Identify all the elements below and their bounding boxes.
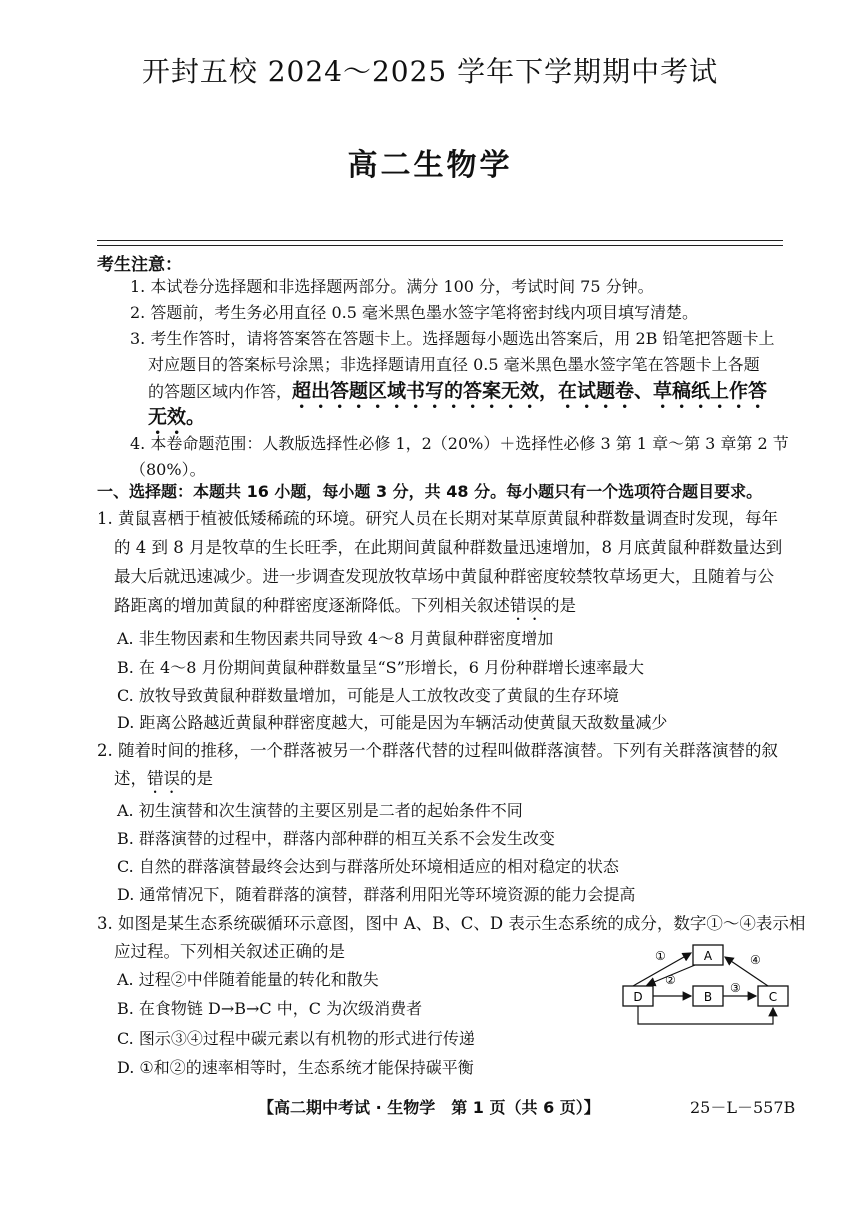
notice-item-3-line2: 对应题目的答案标号涂黑；非选择题请用直径 0.5 毫米黑色墨水签字笔在答题卡上各题 xyxy=(148,355,760,374)
exam-title: 开封五校 2024～2025 学年下学期期中考试 xyxy=(141,55,719,88)
q1-stem-end: 路距离的增加黄鼠的种群密度逐渐降低。下列相关叙述 xyxy=(114,596,510,615)
q2-option-a: A. 初生演替和次生演替的主要区别是二者的起始条件不同 xyxy=(117,801,523,820)
notice-item-3-line3 xyxy=(148,378,767,413)
q2-option-d: D. 通常情况下，随着群落的演替，群落利用阳光等环境资源的能力会提高 xyxy=(117,885,636,904)
notice-item-2: 2. 答题前，考生务必用直径 0.5 毫米黑色墨水签字笔将密封线内项目填写清楚。 xyxy=(130,303,698,322)
q1-option-d: D. 距离公路越近黄鼠种群密度越大，可能是因为车辆活动使黄鼠天敌数量减少 xyxy=(117,713,668,732)
q2-stem-suffix: 的是 xyxy=(180,769,213,788)
header-divider-thin xyxy=(97,245,783,246)
process-label-3: ③ xyxy=(730,981,741,995)
q2-option-c: C. 自然的群落演替最终会达到与群落所处环境相适应的相对稳定的状态 xyxy=(117,857,619,876)
q2-stem-start: 述， xyxy=(114,769,147,788)
node-b: B xyxy=(703,990,713,1004)
notice-heading: 考生注意： xyxy=(97,255,182,275)
notice-item-1: 1. 本试卷分选择题和非选择题两部分。满分 100 分，考试时间 75 分钟。 xyxy=(130,277,654,296)
section-heading: 一、选择题：本题共 16 小题，每小题 3 分，共 48 分。每小题只有一个选项符合题目要求。 xyxy=(97,482,763,501)
q3-option-d: D. ①和②的速率相等时，生态系统才能保持碳平衡 xyxy=(117,1058,474,1077)
carbon-cycle-diagram xyxy=(615,938,795,1033)
notice-emphasis: 超出答题区域书写的答案无效，在试题卷、草稿纸上作答 xyxy=(292,380,768,402)
node-d: D xyxy=(633,990,643,1004)
q2-option-b: B. 群落演替的过程中，群落内部种群的相互关系不会发生改变 xyxy=(117,829,555,848)
q3-option-b: B. 在食物链 D→B→C 中，C 为次级消费者 xyxy=(117,999,423,1018)
subject-title: 高二生物学 xyxy=(347,148,513,183)
q3-line-1: 3. 如图是某生态系统碳循环示意图，图中 A、B、C、D 表示生态系统的成分，数字①～④表示相 xyxy=(97,914,806,933)
q1-line-2: 的 4 到 8 月是牧草的生长旺季，在此期间黄鼠种群数量迅速增加，8 月底黄鼠种群数量达到 xyxy=(114,538,783,557)
footer-code: 25－L－557B xyxy=(690,1098,796,1117)
q1-option-b: B. 在 4～8 月份期间黄鼠种群数量呈“S”形增长，6 月份种群增长速率最大 xyxy=(117,658,645,677)
notice-item-3: 3. 考生作答时，请将答案答在答题卡上。选择题每小题选出答案后，用 2B 铅笔把答题卡上 xyxy=(130,329,775,348)
q2-line-1: 2. 随着时间的推移，一个群落被另一个群落代替的过程叫做群落演替。下列有关群落演替的叙 xyxy=(97,741,778,760)
q3-option-c: C. 图示③④过程中碳元素以有机物的形式进行传递 xyxy=(117,1029,475,1048)
header-divider xyxy=(97,240,783,241)
process-label-2: ② xyxy=(665,973,676,987)
process-label-4: ④ xyxy=(750,953,761,967)
node-c: C xyxy=(768,990,778,1004)
q1-line-3: 最大后就迅速减少。进一步调查发现放牧草场中黄鼠种群密度较禁牧草场更大，且随着与公 xyxy=(114,567,774,586)
q1-emphasis: 错误 xyxy=(510,596,543,615)
q2-line-2 xyxy=(114,765,213,797)
notice-emphasis-end: 无效。 xyxy=(148,406,206,428)
q3-line-2: 应过程。下列相关叙述正确的是 xyxy=(114,942,345,961)
q1-stem-suffix: 的是 xyxy=(543,596,576,615)
q1-line-1: 1. 黄鼠喜栖于植被低矮稀疏的环境。研究人员在长期对某草原黄鼠种群数量调查时发现，每年 xyxy=(97,509,778,528)
q1-option-a: A. 非生物因素和生物因素共同导致 4～8 月黄鼠种群密度增加 xyxy=(117,629,554,648)
q1-option-c: C. 放牧导致黄鼠种群数量增加，可能是人工放牧改变了黄鼠的生存环境 xyxy=(117,686,619,705)
footer-page-info: 【高二期中考试 · 生物学 第 1 页（共 6 页）】 xyxy=(258,1098,600,1117)
notice-item-4: 4. 本卷命题范围：人教版选择性必修 1，2（20%）＋选择性必修 3 第 1 章～第 3 章第 2 节（80%）。 xyxy=(130,434,789,479)
arrow-d-to-c-loop xyxy=(638,1006,773,1024)
process-label-1: ① xyxy=(655,949,666,963)
q2-emphasis: 错误 xyxy=(147,769,180,788)
node-a: A xyxy=(703,949,713,963)
notice-item-3-text: 的答题区域内作答， xyxy=(148,382,293,401)
q3-option-a: A. 过程②中伴随着能量的转化和散失 xyxy=(117,970,379,989)
q1-line-4 xyxy=(114,592,576,624)
